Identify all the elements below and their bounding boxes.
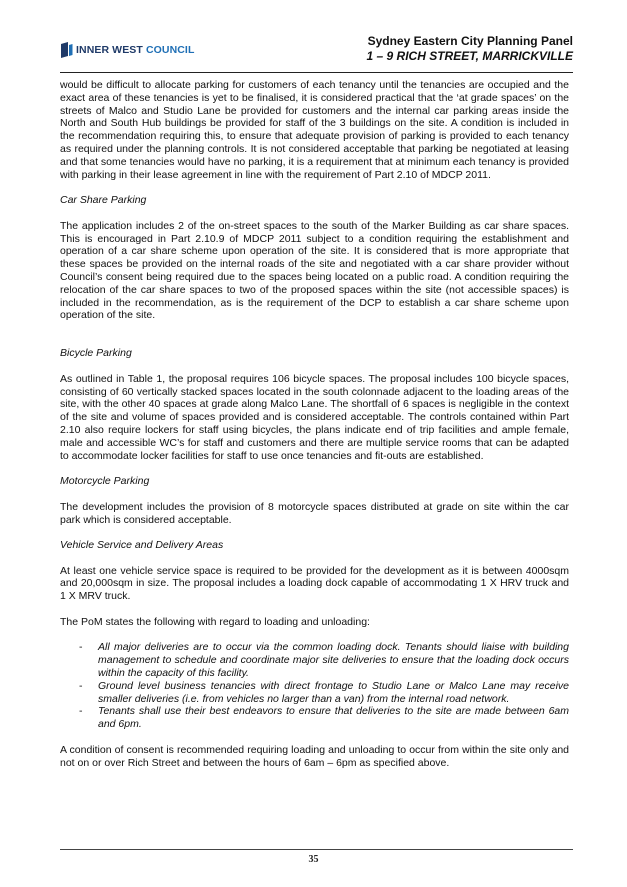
pom-paragraph: The PoM states the following with regard to loading and unloading:	[60, 615, 370, 628]
motorcycle-heading: Motorcycle Parking	[60, 475, 150, 488]
page-number: 35	[308, 854, 319, 865]
bullet-dash: -	[79, 641, 83, 654]
bicycle-paragraph: As outlined in Table 1, the proposal requires 106 bicycle spaces. The proposal includes 100 bicycle spaces, consisting of 60 vertically stacked spaces located in the south colonnade adjacent to the loading areas of the site, with the other 40 spaces at grade along Malco Lane. The shortfall of 6 spaces is negligible in the context of the site and volume of spaces provided and is considered acceptable. The controls contained within Part 2.10 also require lockers for staff using bicycles, the plans indicate end of trip facilities and ample female, male and accessible WC’s for staff and customers and there are multiple service rooms that can be adapted to accommodate locker facilities for staff to use once tenancies and fit-outs are established.	[60, 372, 569, 462]
council-logo	[60, 39, 194, 61]
closing-paragraph: A condition of consent is recommended requiring loading and unloading to occur from within the site only and not on or over Rich Street and between the hours of 6am – 6pm as specified above.	[60, 743, 569, 769]
page-header	[60, 34, 573, 74]
bicycle-heading: Bicycle Parking	[60, 347, 132, 360]
footer-divider	[60, 849, 573, 850]
header-title-block	[367, 34, 573, 64]
car-share-paragraph: The application includes 2 of the on-street spaces to the south of the Marker Building as car share spaces. This is encouraged in Part 2.10.9 of MDCP 2011 subject to a condition requiring the establishment and operation of a car share scheme upon operation of the site. It is considered that is more appropriate that these spaces be provided on the internal roads of the site and negotiated with a car share provider without Council’s consent being required due to the spaces being located on a public road. A condition requiring the relocation of the car share spaces to two of the proposed spaces within the site (not accessible spaces) is included in the recommendation, as is the requirement of the DCP to establish a car share scheme upon operation of the site.	[60, 219, 569, 322]
car-share-heading: Car Share Parking	[60, 194, 147, 207]
document-body	[60, 79, 569, 769]
list-item	[60, 641, 569, 679]
bullet-text: Ground level business tenancies with direct frontage to Studio Lane or Malco Lane may receive smaller deliveries (i.e. from vehicles no larger than a van) from the internal road network.	[98, 679, 569, 705]
council-logo-icon	[60, 42, 73, 58]
loading-bullet-list	[60, 641, 569, 731]
motorcycle-paragraph: The development includes the provision of 8 motorcycle spaces distributed at grade on site within the car park which is considered acceptable.	[60, 500, 569, 526]
list-item	[60, 705, 569, 731]
panel-title: Sydney Eastern City Planning Panel	[367, 34, 573, 48]
intro-paragraph: would be difficult to allocate parking for customers of each tenancy until the tenancies are occupied and the exact area of these tenancies is yet to be finalised, it is considered practical that the ‘at grade spaces’ on the streets of Malco and Studio Lane be provided for customers and the internal car parking areas inside the North and South Hub buildings be provided for staff of the 3 buildings on the site. A condition is included in the recommendation requiring this, to ensure that adequate provision of parking is provided to each tenancy as required under the planning controls. It is not considered acceptable that parking be negotiated at leasing and that some tenancies would have no parking, it is a requirement that at minimum each tenancy is provided with parking in their lease agreement in line with the requirement of Part 2.10 of MDCP 2011.	[60, 79, 569, 181]
list-item	[60, 680, 569, 706]
vehicle-heading: Vehicle Service and Delivery Areas	[60, 539, 224, 552]
header-divider	[60, 72, 573, 73]
bullet-text: Tenants shall use their best endeavors to ensure that deliveries to the site are made between 6am and 6pm.	[98, 705, 569, 731]
vehicle-paragraph: At least one vehicle service space is required to be provided for the development as it is between 4000sqm and 20,000sqm in size. The proposal includes a loading dock capable of accommodating 1 X HRV truck and 1 X MRV truck.	[60, 564, 569, 603]
site-address: 1 – 9 RICH STREET, MARRICKVILLE	[366, 49, 573, 63]
logo-text-accent: COUNCIL	[145, 44, 195, 56]
bullet-dash: -	[79, 679, 83, 692]
logo-text	[76, 44, 194, 56]
bullet-dash: -	[79, 705, 83, 718]
bullet-text: All major deliveries are to occur via the common loading dock. Tenants should liaise with building management to schedule and coordinate major site deliveries to ensure that the loading dock occurs within the capacity of this facility.	[98, 641, 569, 680]
logo-text-main: INNER WEST	[76, 44, 146, 56]
